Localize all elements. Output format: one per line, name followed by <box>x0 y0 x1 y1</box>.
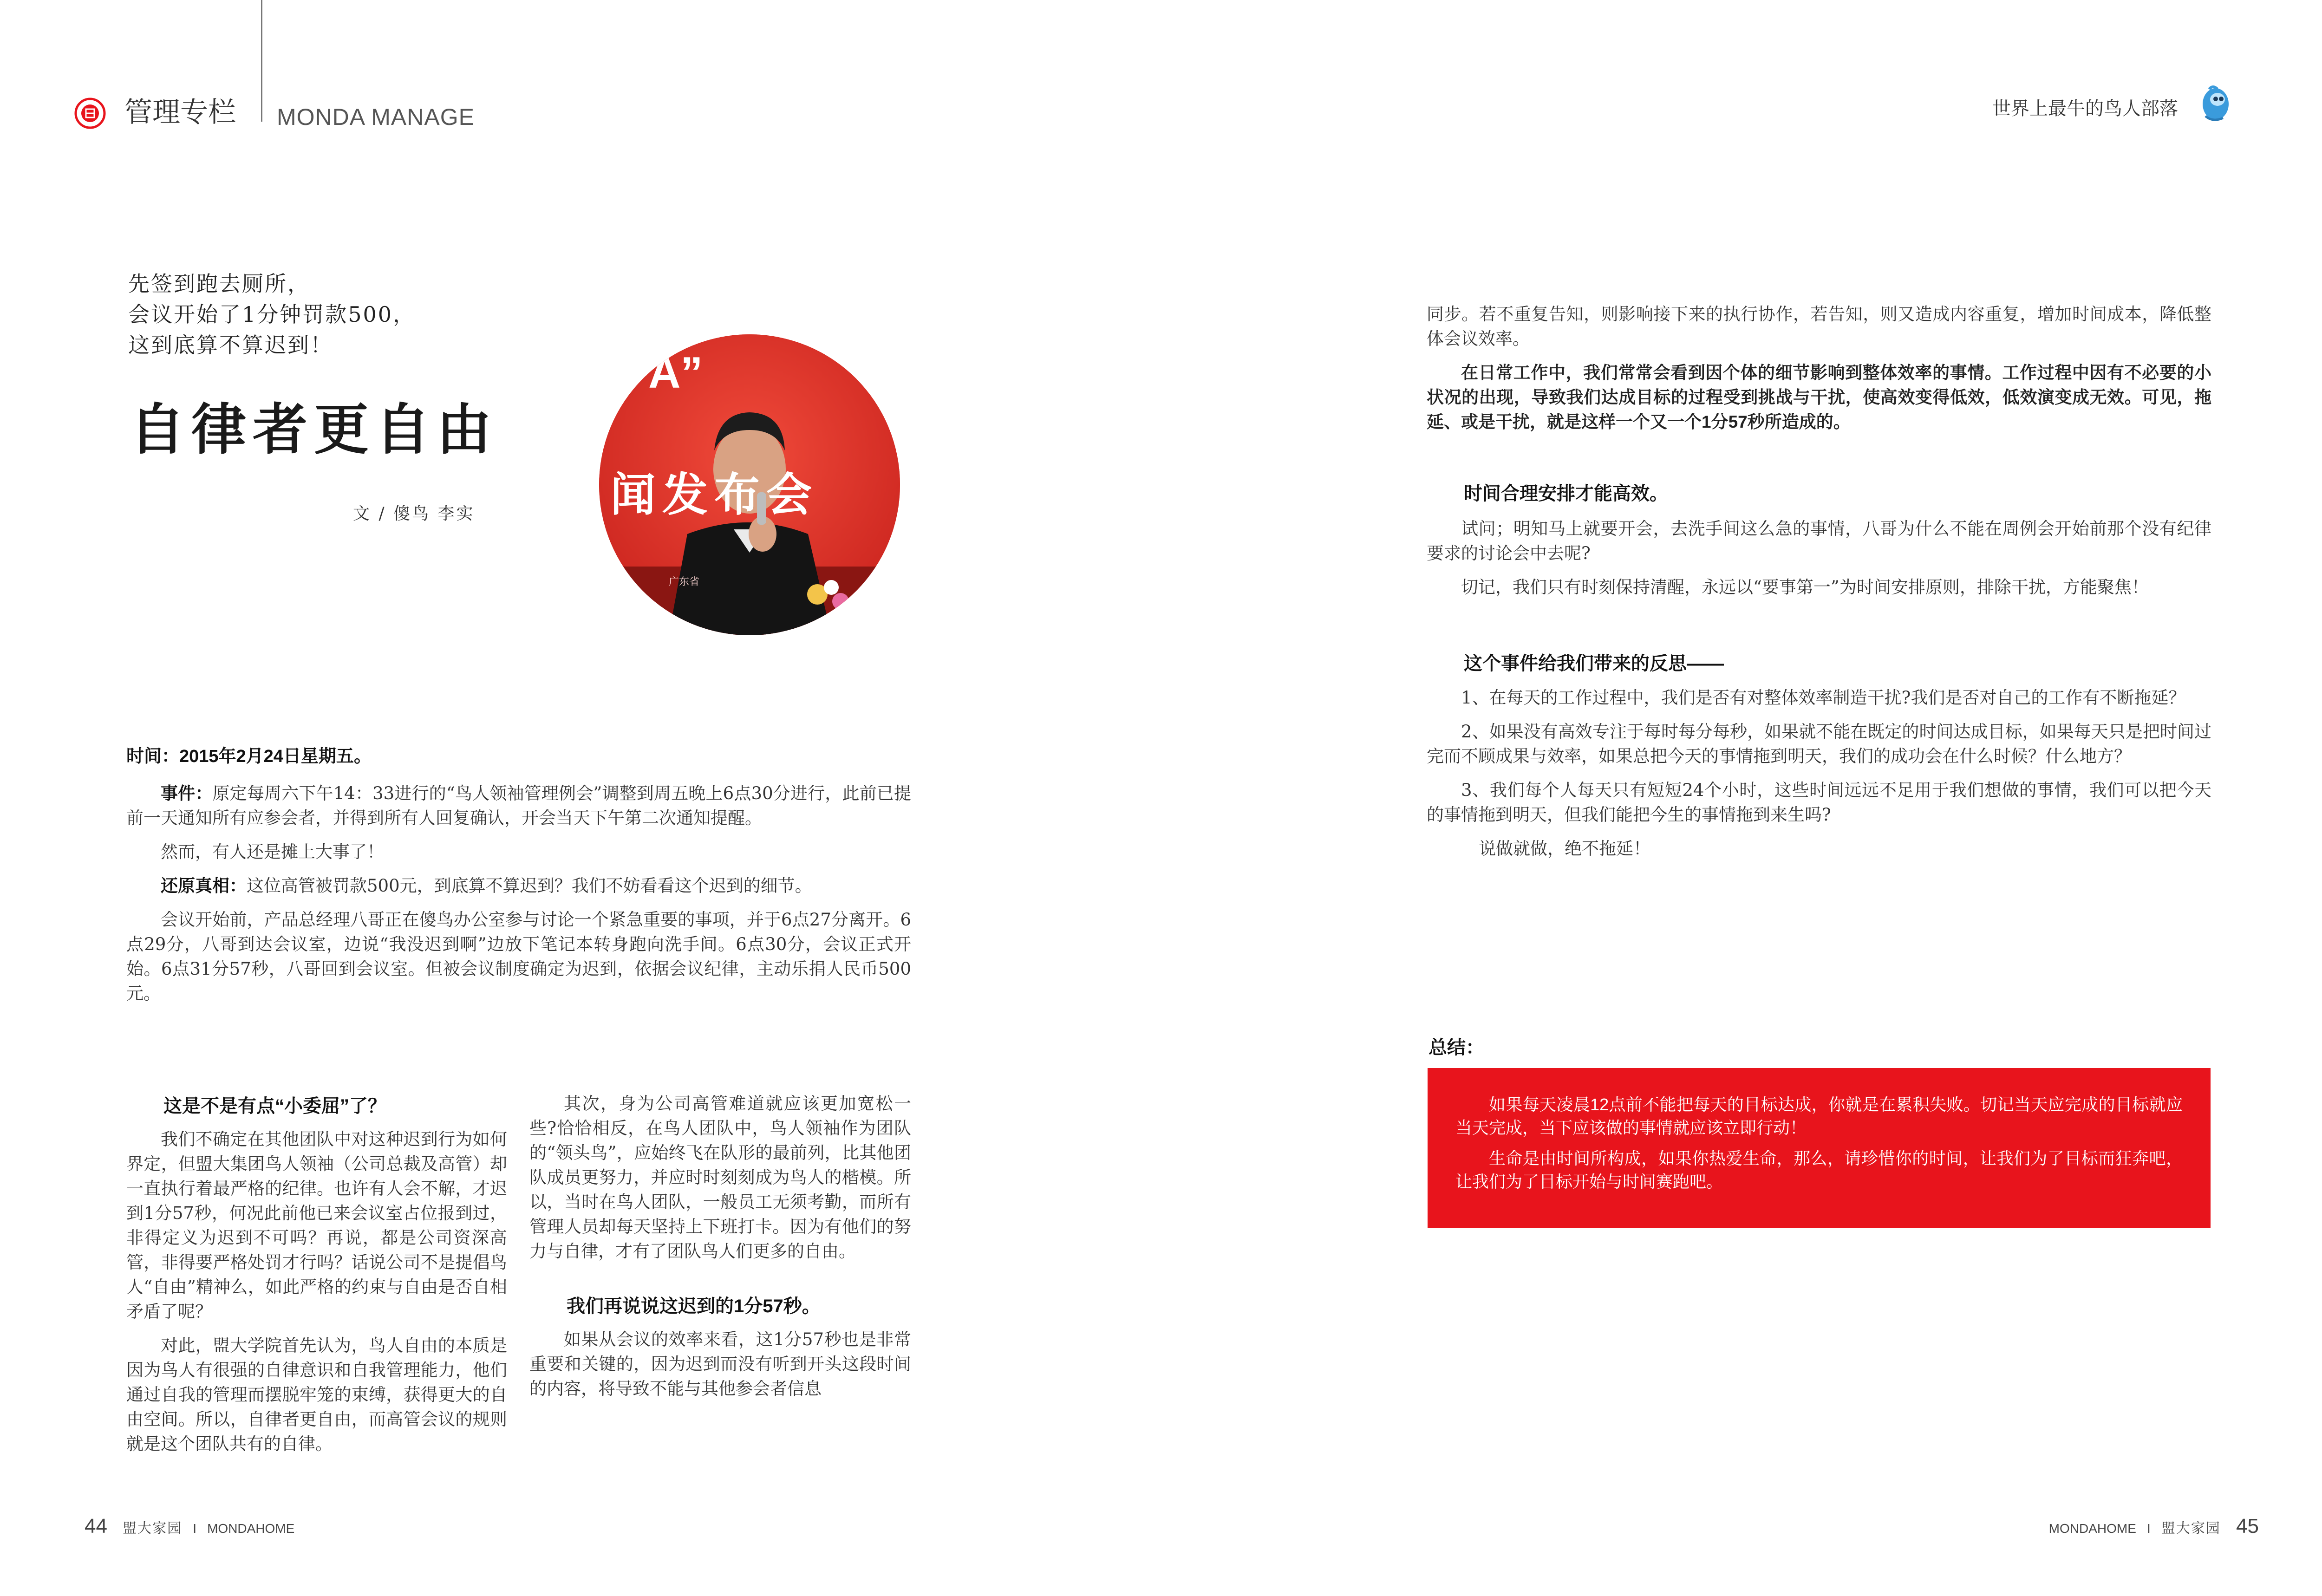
column2-paragraph-2: 如果从会议的效率来看，这1分57秒也是非常重要和关键的，因为迟到而没有听到开头这段时间的内容，将导致不能与其他参会者信息 <box>529 1329 911 1399</box>
meeting-paragraph: 会议开始前，产品总经理八哥正在傻鸟办公室参与讨论一个紧急重要的事项，并于6点27分离开。6点29分，八哥到达会议室，边说“我没迟到啊”边放下笔记本转身跑向洗手间。6点30分，会议正式开始。6点31分57秒，八哥回到会议室。但被会议制度确定为迟到，依据会议纪律，主动乐捐人民币500元。 <box>126 910 911 1003</box>
right-heading-1: 时间合理安排才能高效。 <box>1464 483 1668 504</box>
truth-paragraph: 还原真相：这位高管被罚款500元，到底算不算迟到？我们不妨看看这个迟到的细节。 <box>161 876 812 896</box>
page-number-left: 44 <box>85 1515 107 1537</box>
column2-heading: 我们再说说这迟到的1分57秒。 <box>567 1296 821 1316</box>
column1-heading: 这是不是有点“小委屈”了？ <box>163 1096 386 1116</box>
right-paragraph-4: 切记，我们只有时刻保持清醒，永远以“要事第一”为时间安排原则，排除干扰，方能聚焦！ <box>1461 577 2149 597</box>
summary-label: 总结： <box>1428 1037 1484 1058</box>
column1-paragraph-1: 我们不确定在其他团队中对这种迟到行为如何界定，但盟大集团鸟人领袖（公司总裁及高管）却一直执行着最严格的纪律。也许有人会不解，才迟到1分57秒，何况此前他已来会议室占位报到过，非得定义为迟到不可吗？再说，都是公司资深高管，非得要严格处罚才行吗？话说公司不是提倡鸟人“自由”精神么，如此严格的约束与自由是否自相矛盾了呢？ <box>126 1129 507 1322</box>
right-paragraph-3: 试问；明知马上就要开会，去洗手间这么急的事情，八哥为什么不能在周例会开始前那个没有纪律要求的讨论会中去呢? <box>1427 519 2211 563</box>
footer-separator-left: I <box>193 1521 196 1536</box>
section-emblem-icon <box>74 98 106 129</box>
article-title: 自律者更自由 <box>130 399 498 461</box>
footer-mag-en-right: MONDAHOME <box>2048 1521 2136 1536</box>
intro-line: 会议开始了1分钟罚款500， <box>128 302 416 327</box>
footer-mag-cn-right: 盟大家园 <box>2161 1520 2221 1537</box>
but-paragraph: 然而，有人还是摊上大事了！ <box>161 842 384 862</box>
banner-text-1: +A” <box>622 348 703 397</box>
reflection-3: 3、我们每个人每天只有短短24个小时，这些时间远远不足用于我们想做的事情，我们可以把今天的事情拖到明天，但我们能把今生的事情拖到来生吗? <box>1427 780 2211 825</box>
footer-right <box>2049 1515 2259 1540</box>
reflection-2: 2、如果没有高效专注于每时每分每秒，如果就不能在既定的时间达成目标，如果每天只是把时间过完而不顾成果与效率，如果总把今天的事情拖到明天，我们的成功会在什么时候？什么地方？ <box>1427 722 2211 766</box>
footer-mag-en-left: MONDAHOME <box>207 1521 295 1536</box>
intro-line: 先签到跑去厕所， <box>128 271 310 296</box>
banner-caption: 广东省 <box>669 576 700 587</box>
left-column-1 <box>126 1091 507 1456</box>
section-title-en: MONDA MANAGE <box>277 104 475 130</box>
speaker-photo <box>599 334 900 635</box>
bird-mascot-icon <box>2199 84 2231 123</box>
left-column-2 <box>529 1091 911 1401</box>
summary-box <box>1428 1068 2211 1228</box>
reflection-1: 1、在每天的工作过程中，我们是否有对整体效率制造干扰?我们是否对自己的工作有不断拖延？ <box>1461 688 2186 708</box>
banner-text-2: 闻发布会 <box>610 469 819 520</box>
right-paragraph-2: 在日常工作中，我们常常会看到因个体的细节影响到整体效率的事情。工作过程中因有不必要的小状况的出现，导致我们达成目标的过程受到挑战与干扰，使高效变得低效，低效演变成无效。可见，拖延、或是干扰，就是这样一个又一个1分57秒所造成的。 <box>1427 363 2211 431</box>
event-paragraph: 事件：原定每周六下午14：33进行的“鸟人领袖管理例会”调整到周五晚上6点30分进行，此前已提前一天通知所有应参会者，并得到所有人回复确认，开会当天下午第二次通知提醒。 <box>126 783 911 828</box>
footer-mag-cn-left: 盟大家园 <box>123 1520 183 1537</box>
time-line: 时间：2015年2月24日星期五。 <box>126 747 372 766</box>
right-heading-2: 这个事件给我们带来的反思—— <box>1464 653 1724 674</box>
section-title-cn: 管理专栏 <box>124 97 236 128</box>
column2-paragraph-1: 其次，身为公司高管难道就应该更加宽松一些?恰恰相反，在鸟人团队中，鸟人领袖作为团队的“领头鸟”，应始终飞在队形的最前列，比其他团队成员更努力，并应时时刻刻成为鸟人的楷模。所以，当时在鸟人团队，一般员工无须考勤，而所有管理人员却每天坚持上下班打卡。因为有他们的努力与自律，才有了团队鸟人们更多的自由。 <box>529 1094 911 1261</box>
page-number-right: 45 <box>2236 1515 2259 1537</box>
header-tagline: 世界上最牛的鸟人部落 <box>1992 98 2178 119</box>
summary-paragraph-2: 生命是由时间所构成，如果你热爱生命，那么，请珍惜你的时间，让我们为了目标而狂奔吧，让我们为了目标开始与时间赛跑吧。 <box>1455 1149 2183 1191</box>
right-paragraph-1: 同步。若不重复告知，则影响接下来的执行协作，若告知，则又造成内容重复，增加时间成本，降低整体会议效率。 <box>1427 304 2211 349</box>
right-column <box>1427 302 2211 861</box>
left-intro-block <box>126 744 911 1006</box>
summary-paragraph-1: 如果每天凌晨12点前不能把每天的目标达成，你就是在累积失败。切记当天应完成的目标就应当天完成，当下应该做的事情就应该立即行动！ <box>1455 1095 2183 1137</box>
footer-left <box>85 1515 294 1540</box>
footer-separator-right: I <box>2147 1521 2151 1536</box>
intro-line: 这到底算不算迟到！ <box>128 332 333 358</box>
intro-lines <box>128 268 416 360</box>
header-vertical-rule <box>261 0 262 122</box>
column1-paragraph-2: 对此，盟大学院首先认为，鸟人自由的本质是因为鸟人有很强的自律意识和自我管理能力，他们通过自我的管理而摆脱牢笼的束缚，获得更大的自由空间。所以，自律者更自由，而高管会议的规则就是这个团队共有的自律。 <box>126 1335 507 1454</box>
reflection-4: 说做就做，绝不拖延！ <box>1479 839 1650 859</box>
byline: 文 / 傻鸟 李实 <box>353 504 475 523</box>
